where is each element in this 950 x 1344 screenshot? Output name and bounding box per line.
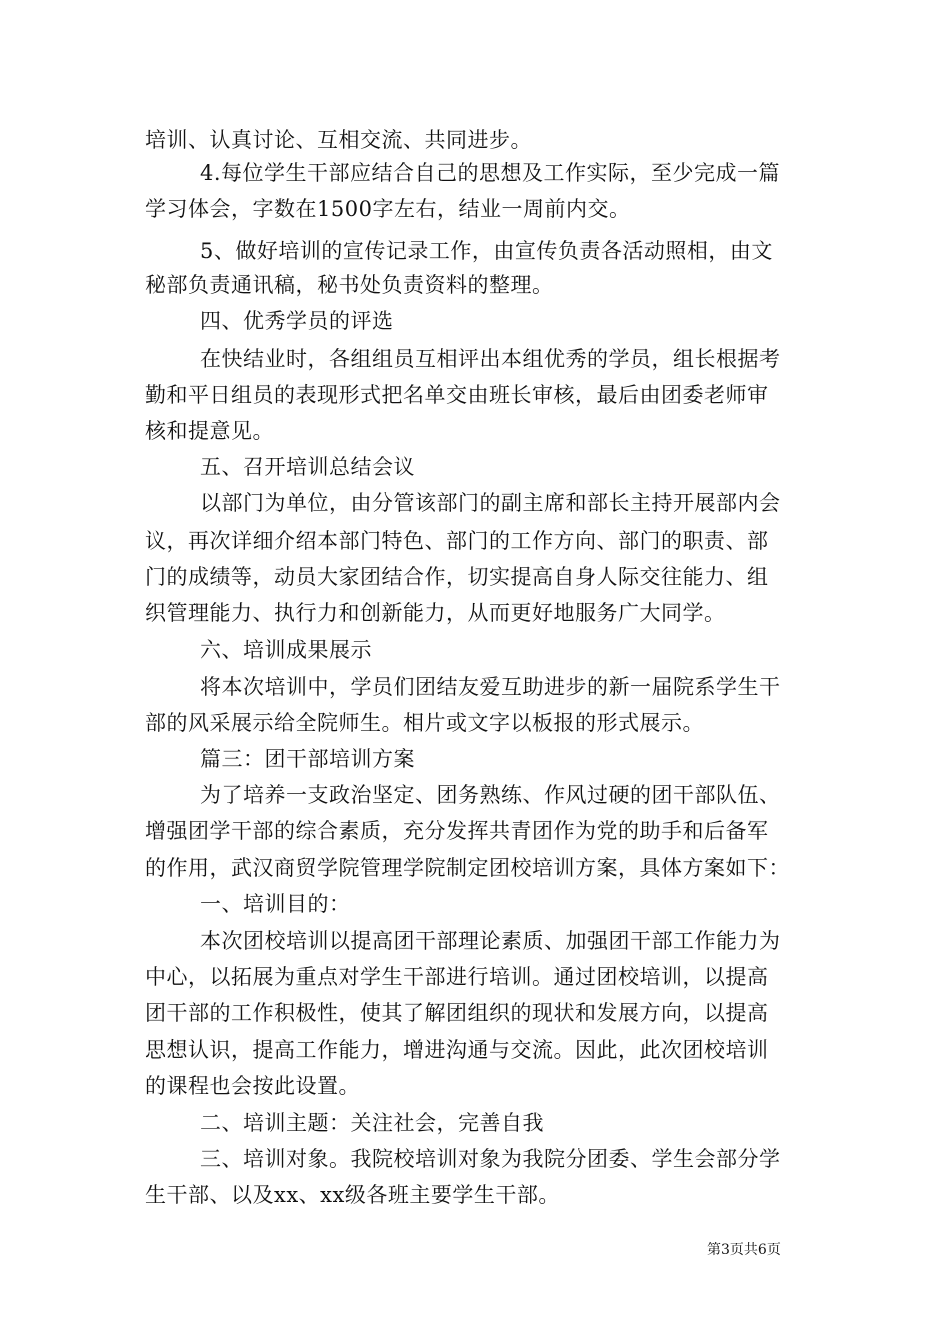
section-heading: 六、培训成果展示 — [200, 638, 372, 662]
text-line: 5、做好培训的宣传记录工作，由宣传负责各活动照相，由文 — [200, 239, 773, 263]
text-line: 学习体会，字数在1500字左右，结业一周前内交。 — [145, 197, 631, 221]
section-heading: 篇三：团干部培训方案 — [200, 747, 415, 771]
text-line: 以部门为单位，由分管该部门的副主席和部长主持开展部内会 — [200, 491, 781, 515]
text-line: 培训、认真讨论、互相交流、共同进步。 — [145, 128, 532, 152]
section-heading: 一、培训目的： — [200, 892, 351, 916]
text-line: 生干部、以及xx、xx级各班主要学生干部。 — [145, 1183, 560, 1207]
section-heading: 五、召开培训总结会议 — [200, 455, 415, 479]
text-line: 织管理能力、执行力和创新能力，从而更好地服务广大同学。 — [145, 601, 726, 625]
text-line: 门的成绩等，动员大家团结合作，切实提高自身人际交往能力、组 — [145, 565, 769, 589]
text-line: 思想认识，提高工作能力，增进沟通与交流。因此，此次团校培训 — [145, 1038, 769, 1062]
page-number: 第3页共6页 — [707, 1242, 781, 1258]
text-line: 秘部负责通讯稿，秘书处负责资料的整理。 — [145, 273, 554, 297]
text-line: 三、培训对象。我院校培训对象为我院分团委、学生会部分学 — [200, 1147, 781, 1171]
text-line: 团干部的工作积极性，使其了解团组织的现状和发展方向，以提高 — [145, 1001, 769, 1025]
text-line: 4.每位学生干部应结合自己的思想及工作实际，至少完成一篇 — [200, 161, 781, 185]
text-line: 在快结业时，各组组员互相评出本组优秀的学员，组长根据考 — [200, 347, 781, 371]
text-line: 的作用，武汉商贸学院管理学院制定团校培训方案，具体方案如下： — [145, 856, 790, 880]
text-line: 为了培养一支政治坚定、团务熟练、作风过硬的团干部队伍、 — [200, 783, 781, 807]
text-line: 核和提意见。 — [145, 419, 274, 443]
section-heading: 二、培训主题：关注社会，完善自我 — [200, 1111, 544, 1135]
text-line: 本次团校培训以提高团干部理论素质、加强团干部工作能力为 — [200, 929, 781, 953]
text-line: 的课程也会按此设置。 — [145, 1074, 360, 1098]
section-heading: 四、优秀学员的评选 — [200, 309, 394, 333]
text-line: 中心，以拓展为重点对学生干部进行培训。通过团校培训，以提高 — [145, 965, 769, 989]
text-line: 增强团学干部的综合素质，充分发挥共青团作为党的助手和后备军 — [145, 819, 769, 843]
text-line: 议，再次详细介绍本部门特色、部门的工作方向、部门的职责、部 — [145, 529, 769, 553]
text-line: 将本次培训中，学员们团结友爱互助进步的新一届院系学生干 — [200, 675, 781, 699]
text-line: 勤和平日组员的表现形式把名单交由班长审核，最后由团委老师审 — [145, 383, 769, 407]
text-line: 部的风采展示给全院师生。相片或文字以板报的形式展示。 — [145, 711, 704, 735]
